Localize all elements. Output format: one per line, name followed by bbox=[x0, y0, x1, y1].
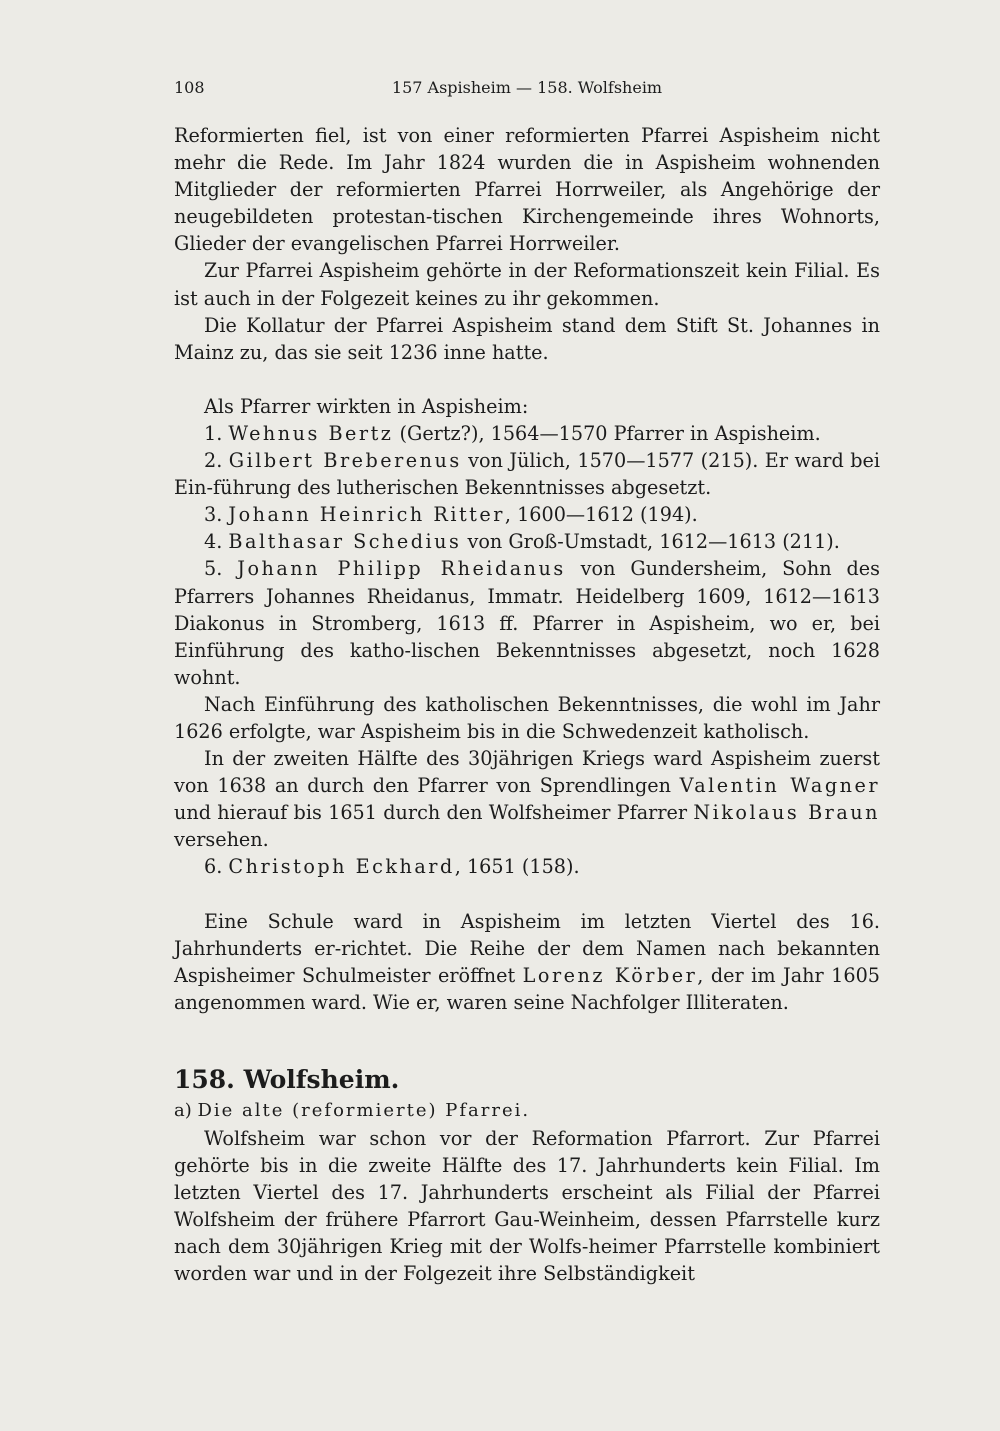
page-number: 108 bbox=[174, 78, 205, 97]
list-item bbox=[174, 447, 880, 501]
person-name: Johann Heinrich Ritter bbox=[228, 503, 505, 527]
text-run: In der zweiten Hälfte des 30jährigen Kriegs ward Aspisheim zuerst von 1638 an durch den Pfarrer von Sprendlingen bbox=[174, 747, 880, 798]
list-item bbox=[174, 501, 880, 528]
paragraph bbox=[174, 908, 880, 1016]
page-header bbox=[174, 78, 880, 106]
running-head: 157 Aspisheim — 158. Wolfsheim bbox=[391, 78, 663, 97]
list-heading: Als Pfarrer wirkten in Aspisheim: bbox=[204, 394, 529, 418]
list-number: 1. bbox=[204, 421, 223, 445]
paragraph: Reformierten fiel, ist von einer reformierten Pfarrei Aspisheim nicht mehr die Rede. Im Jahr 1824 wurden die in Aspisheim wohnenden Mitglieder der reformierten Pfarrei Horrweiler, als Angehörige der neugebildeten protestan-tischen Kirchengemeinde ihres Wohnorts, Glieder der evangelischen Pfarrei Horrweiler. bbox=[174, 124, 880, 256]
list-item-text: , 1651 (158). bbox=[454, 855, 580, 879]
list-item bbox=[174, 528, 880, 555]
list-number: 3. bbox=[204, 503, 223, 527]
body-text bbox=[174, 122, 880, 1287]
person-name: Johann Philipp Rheidanus bbox=[237, 557, 566, 581]
list-item-text: von Jülich, 1570—1577 (215). Er ward bei Ein-führung des lutherischen Bekenntnisses abgesetzt. bbox=[174, 449, 880, 500]
list-number: 4. bbox=[204, 530, 223, 554]
list-item-text: (Gertz?), 1564—1570 Pfarrer in Aspisheim. bbox=[393, 421, 821, 445]
list-item bbox=[174, 853, 880, 880]
person-name: Lorenz Körber bbox=[522, 963, 698, 987]
text-run: und hierauf bis 1651 durch den Wolfsheimer Pfarrer bbox=[174, 801, 694, 825]
subsection-prefix: a) bbox=[174, 1099, 198, 1121]
paragraph: Die Kollatur der Pfarrei Aspisheim stand dem Stift St. Johannes in Mainz zu, das sie seit 1236 inne hatte. bbox=[174, 313, 880, 364]
section-title: 158. Wolfsheim. bbox=[174, 1064, 400, 1094]
paragraph: Wolfsheim war schon vor der Reformation Pfarrort. Zur Pfarrei gehörte bis in die zweite Hälfte des 17. Jahrhunderts kein Filial. Im letzten Viertel des 17. Jahrhunderts erscheint als Filial der Pfarrei Wolfsheim der frühere Pfarrort Gau-Weinheim, dessen Pfarrstelle kurz nach dem 30jährigen Krieg mit der Wolfs-heimer Pfarrstelle kombiniert worden war und in der Folgezeit ihre Selbständigkeit bbox=[174, 1126, 880, 1286]
subsection-title bbox=[174, 1097, 880, 1125]
list-item-text: von Groß-Umstadt, 1612—1613 (211). bbox=[461, 530, 840, 554]
list-number: 6. bbox=[204, 855, 223, 879]
text-run: versehen. bbox=[174, 828, 269, 852]
person-name: Valentin Wagner bbox=[679, 774, 881, 798]
person-name: Christoph Eckhard bbox=[228, 855, 455, 879]
list-item-text: , 1600—1612 (194). bbox=[504, 503, 698, 527]
person-name: Wehnus Bertz bbox=[228, 421, 394, 445]
list-item bbox=[174, 555, 880, 690]
list-number: 2. bbox=[204, 449, 223, 473]
person-name: Balthasar Schedius bbox=[228, 530, 462, 554]
text-run: , der im Jahr 1605 angenommen ward. Wie er, waren seine Nachfolger Illiteraten. bbox=[174, 963, 880, 1014]
person-name: Gilbert Breberenus bbox=[228, 449, 462, 473]
subsection-text: Die alte (reformierte) Pfarrei. bbox=[197, 1099, 531, 1121]
list-item bbox=[174, 420, 880, 447]
person-name: Nikolaus Braun bbox=[693, 801, 880, 825]
text-run: Eine Schule ward in Aspisheim im letzten Viertel des 16. Jahrhunderts er-richtet. Die Reihe der dem Namen nach bekannten Aspisheimer Schulmeister eröffnet bbox=[174, 909, 880, 987]
list-item-text: von Gundersheim, Sohn des Pfarrers Johannes Rheidanus, Immatr. Heidelberg 1609, 1612—1613 Diakonus in Stromberg, 1613 ff. Pfarrer in Aspisheim, wo er, bei Einführung des katho-lischen Bekenntnisses abgesetzt, noch 1628 wohnt. bbox=[174, 557, 880, 689]
paragraph: Nach Einführung des katholischen Bekenntnisses, die wohl im Jahr 1626 erfolgte, war Aspisheim bis in die Schwedenzeit katholisch. bbox=[174, 692, 880, 743]
paragraph: Zur Pfarrei Aspisheim gehörte in der Reformationszeit kein Filial. Es ist auch in der Folgezeit keines zu ihr gekommen. bbox=[174, 259, 880, 310]
list-number: 5. bbox=[204, 557, 223, 581]
paragraph bbox=[174, 745, 880, 853]
